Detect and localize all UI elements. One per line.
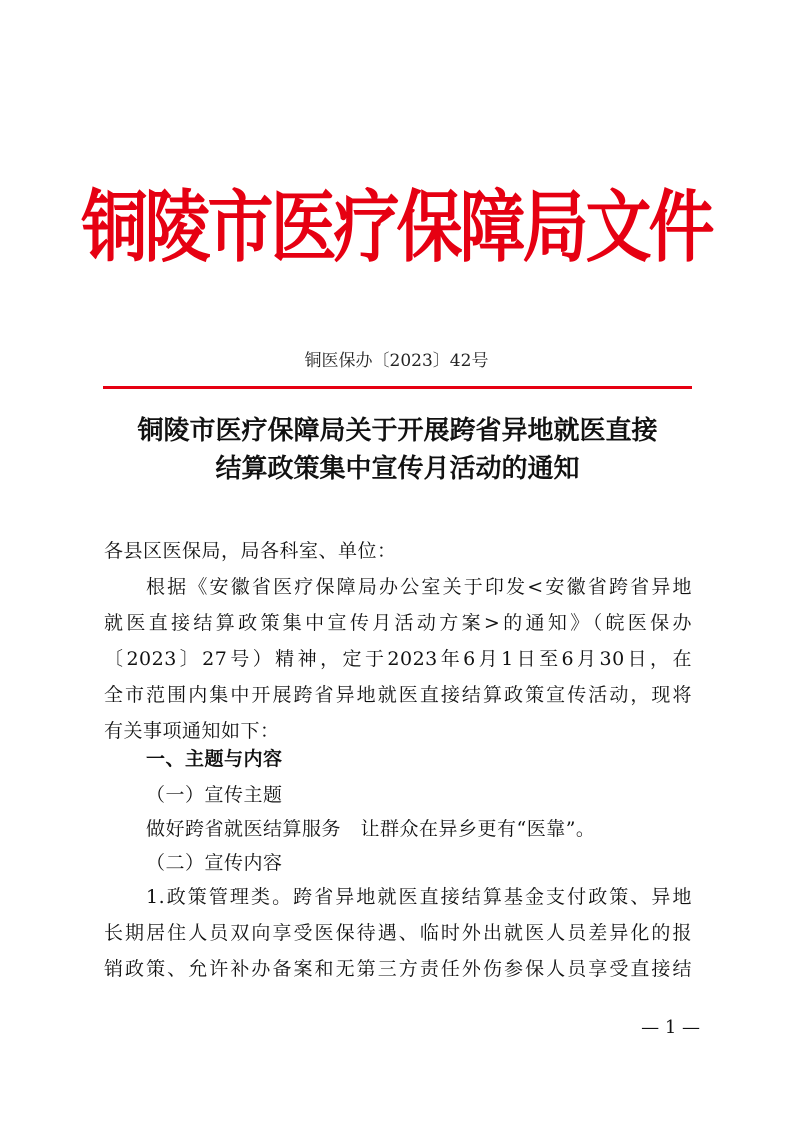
document-number: 铜医保办〔2023〕42号 (304, 351, 489, 371)
notice-title-line-2: 结算政策集中宣传月活动的通知 (215, 454, 580, 484)
intro-line-2: 就医直接结算政策集中宣传月活动方案>的通知》（皖医保办 (104, 612, 692, 634)
intro-line-1: 根据《安徽省医疗保障局办公室关于印发<安徽省跨省异地 (146, 576, 692, 598)
masthead-title: 铜陵市医疗保障局文件 (81, 180, 712, 274)
theme-text: 做好跨省就医结算服务 让群众在异乡更有“医靠”。 (146, 818, 596, 840)
salutation: 各县区医保局，局各科室、单位： (104, 540, 397, 562)
content-line-1: 1.政策管理类。跨省异地就医直接结算基金支付政策、异地 (146, 886, 692, 908)
subsection-heading-2: （二）宣传内容 (146, 852, 283, 874)
subsection-heading-1: （一）宣传主题 (146, 784, 283, 806)
intro-line-5: 有关事项通知如下： (104, 720, 280, 742)
intro-line-4: 全市范围内集中开展跨省异地就医直接结算政策宣传活动，现将 (104, 684, 692, 706)
section-heading-1: 一、主题与内容 (146, 748, 283, 770)
page-number: — 1 — (641, 1017, 700, 1038)
content-line-2: 长期居住人员双向享受医保待遇、临时外出就医人员差异化的报 (104, 922, 692, 944)
intro-line-3: 〔2023〕27号）精神，定于2023年6月1日至6月30日，在 (104, 648, 692, 670)
red-divider-line (103, 386, 692, 389)
notice-title-line-1: 铜陵市医疗保障局关于开展跨省异地就医直接 (137, 416, 658, 446)
content-line-3: 销政策、允许补办备案和无第三方责任外伤参保人员享受直接结 (104, 958, 692, 980)
